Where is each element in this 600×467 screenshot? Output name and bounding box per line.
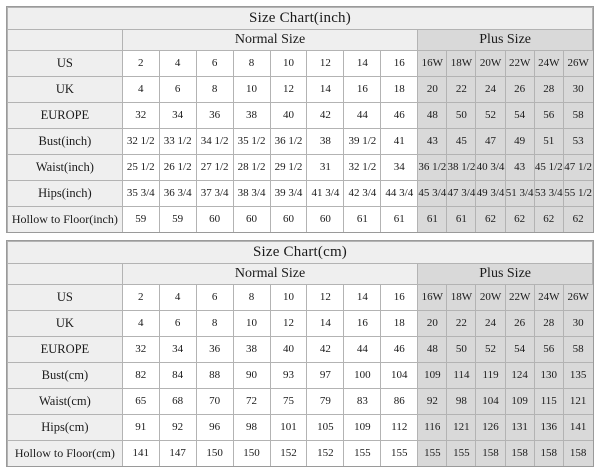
cell: 8 — [233, 285, 270, 311]
cell: 60 — [307, 207, 344, 233]
cell: 49 3/4 — [476, 181, 505, 207]
cell: 26W — [563, 51, 592, 77]
group-header-row — [8, 30, 593, 51]
cell: 22 — [447, 311, 476, 337]
cell: 12 — [270, 77, 307, 103]
cell: 31 — [307, 155, 344, 181]
cell: 22W — [505, 51, 534, 77]
chart-title: Size Chart(inch) — [8, 8, 593, 30]
size-chart-inch-table — [7, 7, 593, 232]
cell: 141 — [563, 415, 592, 441]
cell: 65 — [122, 389, 159, 415]
cell: 47 3/4 — [447, 181, 476, 207]
cell: 4 — [159, 51, 196, 77]
cell: 16 — [381, 51, 418, 77]
cell: 6 — [196, 51, 233, 77]
cell: 16W — [418, 285, 447, 311]
cell: 42 — [307, 103, 344, 129]
cell: 4 — [122, 77, 159, 103]
cell: 16 — [381, 285, 418, 311]
table-row — [8, 77, 593, 103]
row-label: EUROPE — [8, 337, 123, 363]
cell: 44 — [344, 337, 381, 363]
cell: 4 — [122, 311, 159, 337]
cell: 92 — [159, 415, 196, 441]
cell: 83 — [344, 389, 381, 415]
cell: 32 1/2 — [122, 129, 159, 155]
row-label: UK — [8, 77, 123, 103]
cell: 61 — [447, 207, 476, 233]
cell: 10 — [270, 51, 307, 77]
cell: 54 — [505, 103, 534, 129]
cell: 104 — [381, 363, 418, 389]
cell: 42 — [307, 337, 344, 363]
size-chart-cm — [6, 240, 594, 467]
cell: 8 — [196, 311, 233, 337]
cell: 101 — [270, 415, 307, 441]
cell: 29 1/2 — [270, 155, 307, 181]
cell: 62 — [563, 207, 592, 233]
cell: 109 — [344, 415, 381, 441]
table-row — [8, 129, 593, 155]
cell: 51 3/4 — [505, 181, 534, 207]
group-header-row — [8, 264, 593, 285]
cell: 60 — [270, 207, 307, 233]
row-label: Waist(cm) — [8, 389, 123, 415]
cell: 43 — [418, 129, 447, 155]
cell: 121 — [447, 415, 476, 441]
cell: 61 — [381, 207, 418, 233]
group-header-blank — [8, 30, 123, 51]
cell: 34 — [159, 337, 196, 363]
cell: 18W — [447, 51, 476, 77]
cell: 10 — [270, 285, 307, 311]
row-label: Hollow to Floor(inch) — [8, 207, 123, 233]
cell: 158 — [476, 441, 505, 467]
row-label: EUROPE — [8, 103, 123, 129]
size-chart-cm-table — [7, 241, 593, 466]
table-row — [8, 207, 593, 233]
group-header-normal: Normal Size — [122, 264, 418, 285]
cell: 96 — [196, 415, 233, 441]
row-label: Hips(cm) — [8, 415, 123, 441]
cell: 28 — [534, 311, 563, 337]
cell: 90 — [233, 363, 270, 389]
row-label: UK — [8, 311, 123, 337]
cell: 58 — [563, 337, 592, 363]
cell: 104 — [476, 389, 505, 415]
cell: 35 3/4 — [122, 181, 159, 207]
cell: 62 — [505, 207, 534, 233]
cell: 4 — [159, 285, 196, 311]
cell: 109 — [505, 389, 534, 415]
row-label: US — [8, 51, 123, 77]
cell: 42 3/4 — [344, 181, 381, 207]
cell: 24W — [534, 285, 563, 311]
cell: 52 — [476, 337, 505, 363]
cell: 86 — [381, 389, 418, 415]
cell: 79 — [307, 389, 344, 415]
row-label: Hollow to Floor(cm) — [8, 441, 123, 467]
cell: 45 — [447, 129, 476, 155]
cell: 28 1/2 — [233, 155, 270, 181]
cell: 30 — [563, 77, 592, 103]
cell: 152 — [307, 441, 344, 467]
cell: 56 — [534, 337, 563, 363]
cell: 48 — [418, 337, 447, 363]
cell: 45 3/4 — [418, 181, 447, 207]
cell: 147 — [159, 441, 196, 467]
cell: 126 — [476, 415, 505, 441]
cell: 38 1/2 — [447, 155, 476, 181]
cell: 44 — [344, 103, 381, 129]
cell: 22 — [447, 77, 476, 103]
group-header-plus: Plus Size — [418, 30, 593, 51]
cell: 8 — [233, 51, 270, 77]
cell: 34 — [159, 103, 196, 129]
cell: 34 — [381, 155, 418, 181]
cell: 135 — [563, 363, 592, 389]
cell: 45 1/2 — [534, 155, 563, 181]
cell: 121 — [563, 389, 592, 415]
row-label: Bust(inch) — [8, 129, 123, 155]
cell: 33 1/2 — [159, 129, 196, 155]
cell: 53 3/4 — [534, 181, 563, 207]
cell: 158 — [563, 441, 592, 467]
cell: 39 3/4 — [270, 181, 307, 207]
chart-title-row — [8, 8, 593, 30]
cell: 14 — [344, 51, 381, 77]
cell: 112 — [381, 415, 418, 441]
cell: 32 — [122, 103, 159, 129]
cell: 158 — [505, 441, 534, 467]
cell: 88 — [196, 363, 233, 389]
cell: 38 — [233, 103, 270, 129]
cell: 141 — [122, 441, 159, 467]
cell: 58 — [563, 103, 592, 129]
cell: 26 — [505, 311, 534, 337]
cell: 34 1/2 — [196, 129, 233, 155]
cell: 26 1/2 — [159, 155, 196, 181]
cell: 16 — [344, 77, 381, 103]
cell: 20W — [476, 51, 505, 77]
cell: 109 — [418, 363, 447, 389]
cell: 93 — [270, 363, 307, 389]
cell: 38 3/4 — [233, 181, 270, 207]
cell: 36 — [196, 103, 233, 129]
cell: 92 — [418, 389, 447, 415]
cell: 91 — [122, 415, 159, 441]
cell: 30 — [563, 311, 592, 337]
cell: 60 — [196, 207, 233, 233]
cell: 70 — [196, 389, 233, 415]
cell: 158 — [534, 441, 563, 467]
cell: 119 — [476, 363, 505, 389]
cell: 22W — [505, 285, 534, 311]
cell: 150 — [196, 441, 233, 467]
cell: 50 — [447, 337, 476, 363]
cell: 16W — [418, 51, 447, 77]
table-row — [8, 337, 593, 363]
cell: 18W — [447, 285, 476, 311]
cell: 40 3/4 — [476, 155, 505, 181]
cell: 51 — [534, 129, 563, 155]
cell: 60 — [233, 207, 270, 233]
cell: 16 — [344, 311, 381, 337]
cell: 61 — [344, 207, 381, 233]
group-header-plus: Plus Size — [418, 264, 593, 285]
table-row — [8, 415, 593, 441]
row-label: Hips(inch) — [8, 181, 123, 207]
cell: 8 — [196, 77, 233, 103]
cell: 26 — [505, 77, 534, 103]
cell: 54 — [505, 337, 534, 363]
table-row — [8, 51, 593, 77]
cell: 37 3/4 — [196, 181, 233, 207]
cell: 32 1/2 — [344, 155, 381, 181]
cell: 10 — [233, 77, 270, 103]
cell: 130 — [534, 363, 563, 389]
cell: 24 — [476, 77, 505, 103]
cell: 100 — [344, 363, 381, 389]
cell: 2 — [122, 285, 159, 311]
cell: 50 — [447, 103, 476, 129]
cell: 47 1/2 — [563, 155, 592, 181]
cell: 62 — [476, 207, 505, 233]
cell: 41 3/4 — [307, 181, 344, 207]
cell: 38 — [233, 337, 270, 363]
cell: 40 — [270, 103, 307, 129]
cell: 40 — [270, 337, 307, 363]
cell: 131 — [505, 415, 534, 441]
cell: 36 — [196, 337, 233, 363]
cell: 124 — [505, 363, 534, 389]
cell: 46 — [381, 103, 418, 129]
cell: 152 — [270, 441, 307, 467]
cell: 98 — [233, 415, 270, 441]
group-header-normal: Normal Size — [122, 30, 418, 51]
cell: 155 — [447, 441, 476, 467]
table-row — [8, 103, 593, 129]
cell: 116 — [418, 415, 447, 441]
table-row — [8, 311, 593, 337]
cell: 6 — [196, 285, 233, 311]
chart-title-row — [8, 242, 593, 264]
cell: 14 — [307, 77, 344, 103]
table-row — [8, 181, 593, 207]
cell: 35 1/2 — [233, 129, 270, 155]
cell: 68 — [159, 389, 196, 415]
cell: 97 — [307, 363, 344, 389]
cell: 52 — [476, 103, 505, 129]
cell: 39 1/2 — [344, 129, 381, 155]
cell: 82 — [122, 363, 159, 389]
cell: 6 — [159, 311, 196, 337]
cell: 38 — [307, 129, 344, 155]
cell: 20 — [418, 311, 447, 337]
cell: 36 1/2 — [418, 155, 447, 181]
cell: 59 — [122, 207, 159, 233]
row-label: Waist(inch) — [8, 155, 123, 181]
cell: 27 1/2 — [196, 155, 233, 181]
cell: 155 — [418, 441, 447, 467]
cell: 155 — [381, 441, 418, 467]
cell: 24W — [534, 51, 563, 77]
cell: 115 — [534, 389, 563, 415]
cell: 48 — [418, 103, 447, 129]
cell: 12 — [307, 285, 344, 311]
cell: 10 — [233, 311, 270, 337]
cell: 150 — [233, 441, 270, 467]
cell: 98 — [447, 389, 476, 415]
cell: 20W — [476, 285, 505, 311]
cell: 155 — [344, 441, 381, 467]
size-chart-inch — [6, 6, 594, 233]
cell: 136 — [534, 415, 563, 441]
row-label: US — [8, 285, 123, 311]
cell: 61 — [418, 207, 447, 233]
chart-title: Size Chart(cm) — [8, 242, 593, 264]
cell: 55 1/2 — [563, 181, 592, 207]
table-row — [8, 363, 593, 389]
row-label: Bust(cm) — [8, 363, 123, 389]
cell: 72 — [233, 389, 270, 415]
cell: 84 — [159, 363, 196, 389]
cell: 25 1/2 — [122, 155, 159, 181]
cell: 12 — [270, 311, 307, 337]
table-row — [8, 285, 593, 311]
group-header-blank — [8, 264, 123, 285]
table-row — [8, 389, 593, 415]
cell: 20 — [418, 77, 447, 103]
cell: 75 — [270, 389, 307, 415]
cell: 47 — [476, 129, 505, 155]
cell: 62 — [534, 207, 563, 233]
cell: 59 — [159, 207, 196, 233]
table-row — [8, 155, 593, 181]
cell: 2 — [122, 51, 159, 77]
cell: 44 3/4 — [381, 181, 418, 207]
cell: 43 — [505, 155, 534, 181]
cell: 24 — [476, 311, 505, 337]
cell: 26W — [563, 285, 592, 311]
cell: 49 — [505, 129, 534, 155]
cell: 41 — [381, 129, 418, 155]
cell: 6 — [159, 77, 196, 103]
cell: 14 — [307, 311, 344, 337]
cell: 32 — [122, 337, 159, 363]
cell: 53 — [563, 129, 592, 155]
cell: 18 — [381, 311, 418, 337]
cell: 28 — [534, 77, 563, 103]
cell: 36 1/2 — [270, 129, 307, 155]
cell: 36 3/4 — [159, 181, 196, 207]
cell: 56 — [534, 103, 563, 129]
cell: 46 — [381, 337, 418, 363]
cell: 12 — [307, 51, 344, 77]
cell: 14 — [344, 285, 381, 311]
cell: 105 — [307, 415, 344, 441]
table-row — [8, 441, 593, 467]
cell: 114 — [447, 363, 476, 389]
cell: 18 — [381, 77, 418, 103]
